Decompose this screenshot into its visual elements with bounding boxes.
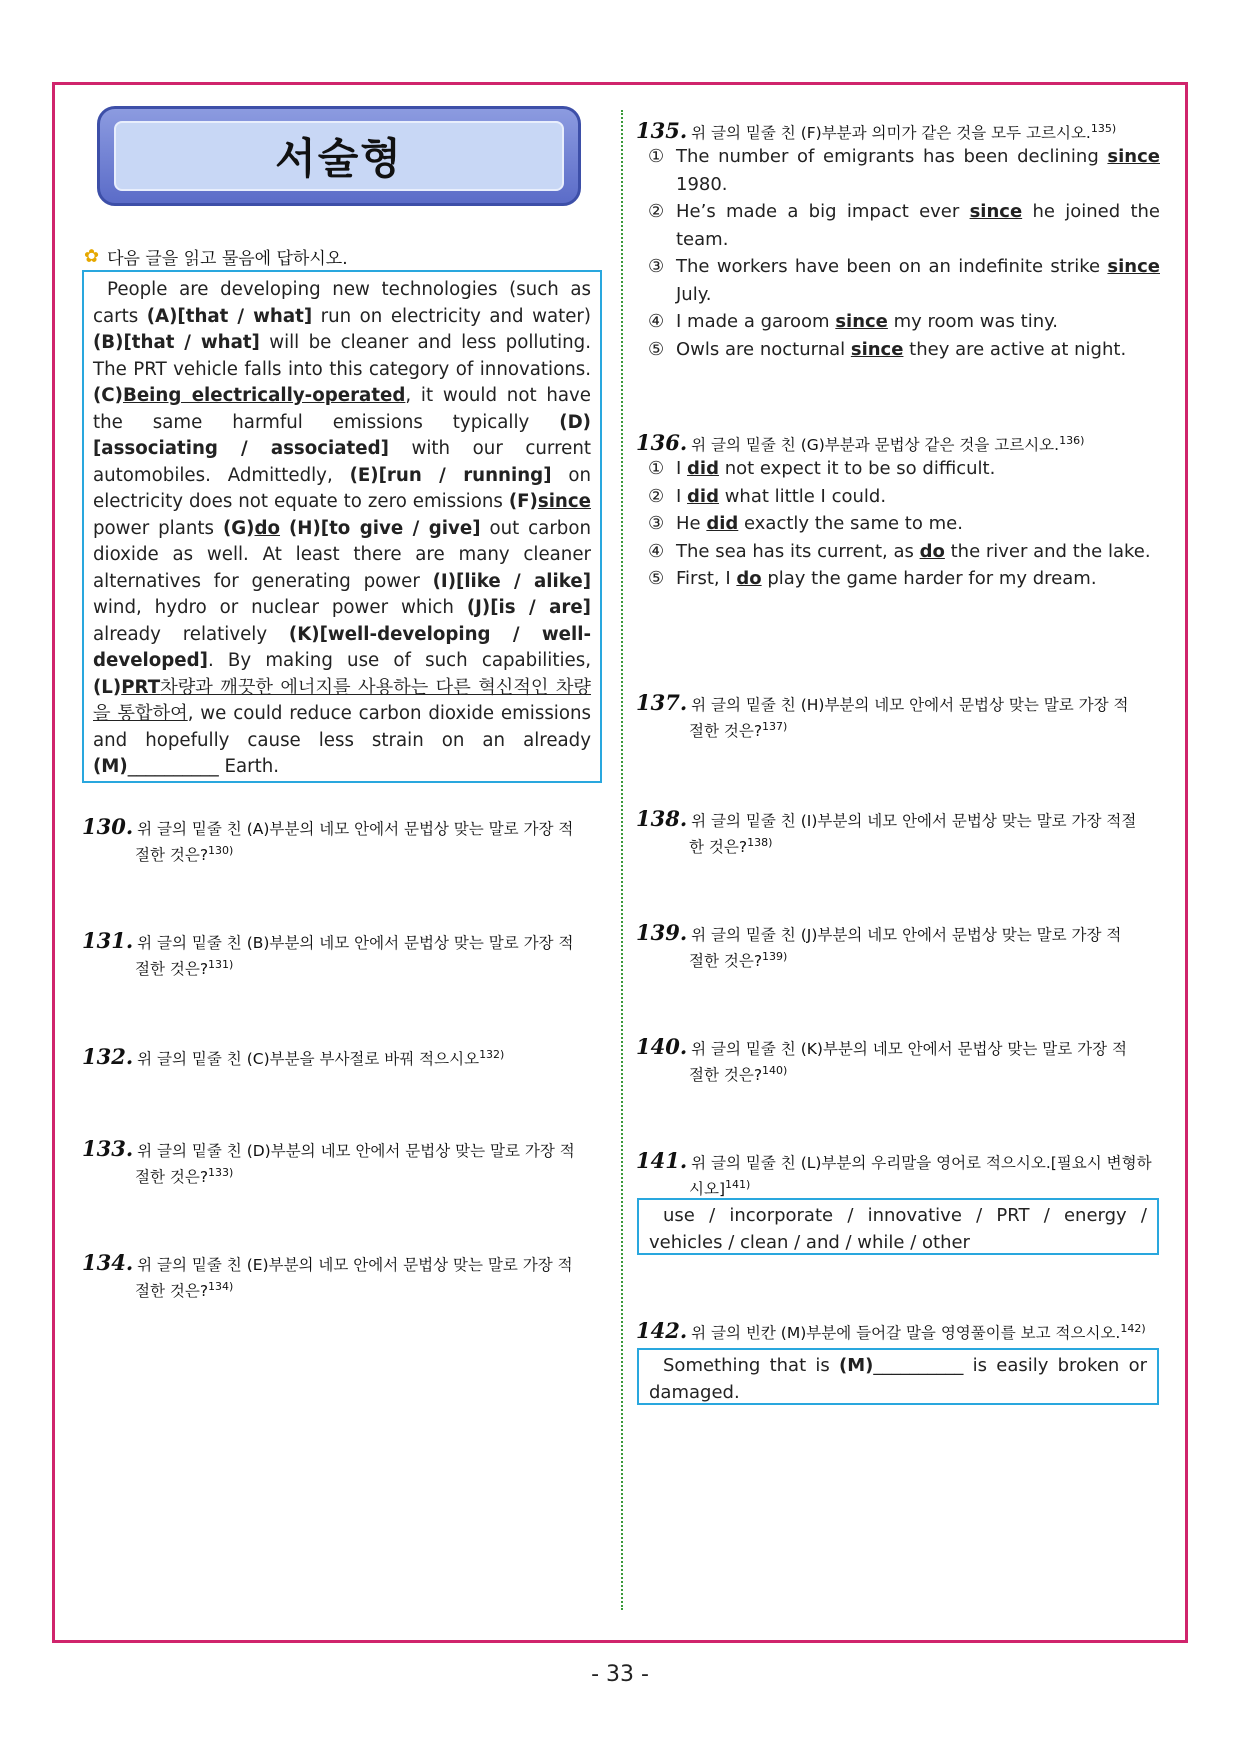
- q135-option-3[interactable]: ③ The workers have been on an indefinite strike since July.: [648, 256, 1160, 305]
- q141-word-box: [637, 1198, 1159, 1255]
- q142-definition-box: [637, 1348, 1159, 1405]
- section-title-inner: [114, 121, 564, 191]
- section-title: 서술형: [275, 134, 403, 183]
- question-130: 130. 위 글의 밑줄 친 (A)부분의 네모 안에서 문법상 맞는 말로 가장 적 절한 것은?$^{130)}$: [82, 814, 574, 865]
- passage-text: People are developing new technologies (such as carts (A)[that / what] run on electricity and water) (B)[that / what] will be cleaner and less polluting. The PRT vehicle falls into this category of innovations. (C)Being electrically-operated, it would not have the same harmful emissions typically (D)[associating / associated] with our current automobiles. Admittedly, (E)[run / running] on electricity does not equate to zero emissions (F)since power plants (G)do (H)[to give / give] out carbon dioxide as well. At least there are many cleaner alternatives for generating power (I)[like / alike] wind, hydro or nuclear power which (J)[is / are] already relatively (K)[well-developing / well-developed]. By making use of such capabilities, (L)PRT차량과 깨끗한 에너지를 사용하는 다른 혁신적인 차량을 통합하여, we could reduce carbon dioxide emissions and hopefully cause less strain on an already (M)__________ Earth.: [93, 279, 592, 777]
- question-134: 134. 위 글의 밑줄 친 (E)부분의 네모 안에서 문법상 맞는 말로 가장 적 절한 것은?$^{134)}$: [82, 1250, 573, 1301]
- q136-option-2[interactable]: ② I did what little I could.: [648, 485, 887, 507]
- question-139: 139. 위 글의 밑줄 친 (J)부분의 네모 안에서 문법상 맞는 말로 가장 적 절한 것은?$^{139)}$: [636, 920, 1122, 971]
- q135-option-1[interactable]: ① The number of emigrants has been declining since 1980.: [648, 146, 1160, 195]
- instruction-text: 다음 글을 읽고 물음에 답하시오.: [107, 249, 348, 269]
- question-131: 131. 위 글의 밑줄 친 (B)부분의 네모 안에서 문법상 맞는 말로 가장 적 절한 것은?$^{131)}$: [82, 928, 574, 979]
- section-title-banner: [97, 106, 581, 206]
- page-number: - 33 -: [591, 1662, 649, 1687]
- q135-option-2[interactable]: ② He’s made a big impact ever since he joined the team.: [648, 201, 1160, 250]
- question-140: 140. 위 글의 밑줄 친 (K)부분의 네모 안에서 문법상 맞는 말로 가장 적 절한 것은?$^{140)}$: [636, 1034, 1127, 1085]
- reading-passage: [82, 270, 602, 783]
- q136-option-1[interactable]: ① I did not expect it to be so difficult.: [648, 458, 996, 479]
- question-138: 138. 위 글의 밑줄 친 (I)부분의 네모 안에서 문법상 맞는 말로 가장 적절 한 것은?$^{138)}$: [636, 806, 1137, 857]
- instruction: [84, 244, 348, 269]
- column-divider: [621, 110, 623, 1610]
- question-142: 142. 위 글의 빈칸 (M)부분에 들어갈 말을 영영풀이를 보고 적으시오.$^{142)}$: [636, 1318, 1146, 1344]
- q135-option-4[interactable]: ④ I made a garoom since my room was tiny.: [648, 311, 1058, 332]
- question-132: 132. 위 글의 밑줄 친 (C)부분을 부사절로 바꿔 적으시오$^{132)}$: [82, 1044, 505, 1070]
- flower-icon: ✿: [84, 246, 100, 267]
- question-133: 133. 위 글의 밑줄 친 (D)부분의 네모 안에서 문법상 맞는 말로 가장 적 절한 것은?$^{133)}$: [82, 1136, 575, 1187]
- q136-option-3[interactable]: ③ He did exactly the same to me.: [648, 513, 963, 534]
- q135-option-5[interactable]: ⑤ Owls are nocturnal since they are active at night.: [648, 338, 1127, 360]
- q136-options: [648, 455, 1160, 593]
- q141-word-list: use / incorporate / innovative / PRT / energy / vehicles / clean / and / while / other: [649, 1205, 1147, 1253]
- question-137: 137. 위 글의 밑줄 친 (H)부분의 네모 안에서 문법상 맞는 말로 가장 적 절한 것은?$^{137)}$: [636, 690, 1129, 741]
- question-135: 135. 위 글의 밑줄 친 (F)부분과 의미가 같은 것을 모두 고르시오.$^{135)}$: [636, 118, 1117, 144]
- question-136: 136. 위 글의 밑줄 친 (G)부분과 문법상 같은 것을 고르시오.$^{136)}$: [636, 430, 1085, 456]
- question-141: 141. 위 글의 밑줄 친 (L)부분의 우리말을 영어로 적으시오.[필요시 변형하 시오]$^{141)}$: [636, 1148, 1152, 1199]
- q136-option-4[interactable]: ④ The sea has its current, as do the river and the lake.: [648, 540, 1151, 562]
- q136-option-5[interactable]: ⑤ First, I do play the game harder for my dream.: [648, 568, 1097, 589]
- q142-definition: Something that is (M)__________ is easily broken or damaged.: [649, 1355, 1147, 1403]
- q135-options: [648, 143, 1160, 363]
